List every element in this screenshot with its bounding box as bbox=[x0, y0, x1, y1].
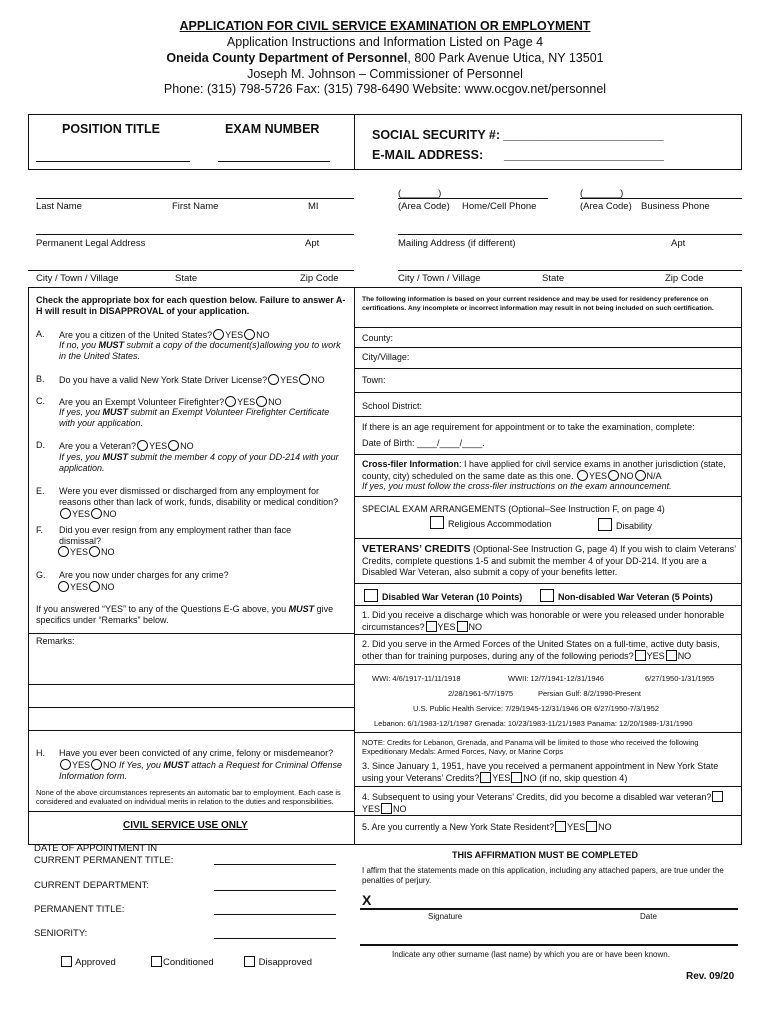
age-requirement: If there is an age requirement for appointment or to take the examination, complete: bbox=[362, 422, 695, 432]
mailing-address-line[interactable] bbox=[398, 234, 742, 235]
apt-1-label: Apt bbox=[305, 238, 320, 249]
top-box-divider bbox=[354, 114, 355, 170]
special-arrangements: SPECIAL EXAM ARRANGEMENTS (Optional–See Instruction F, on page 4) bbox=[362, 504, 665, 514]
period-vietnam: 2/28/1961-5/7/1975 bbox=[448, 689, 514, 698]
business-phone-line[interactable] bbox=[580, 198, 742, 199]
apt-2-label: Apt bbox=[671, 238, 686, 249]
q-e-no-radio[interactable] bbox=[91, 508, 102, 519]
current-department-field[interactable] bbox=[214, 890, 336, 891]
date-label: Date bbox=[640, 912, 657, 921]
signature-label: Signature bbox=[428, 912, 463, 921]
period-wwii: WWII: 12/7/1941-12/31/1946 bbox=[508, 674, 604, 683]
email-field[interactable]: E-MAIL ADDRESS: _______________________ bbox=[372, 148, 664, 162]
q-c-yes-radio[interactable] bbox=[225, 396, 236, 407]
ssn-field[interactable]: SOCIAL SECURITY #: _______________________ bbox=[372, 128, 664, 142]
q-c-no-radio[interactable] bbox=[256, 396, 267, 407]
position-title-field[interactable] bbox=[36, 161, 190, 162]
q-b-yes-radio[interactable] bbox=[268, 374, 279, 385]
contact-line: Phone: (315) 798-5726 Fax: (315) 798-6490 Website: www.ocgov.net/personnel bbox=[163, 82, 607, 96]
q-a: Are you a citizen of the United States? YES NO bbox=[59, 330, 270, 340]
dob-rule bbox=[354, 454, 742, 455]
q-h-no-radio[interactable] bbox=[91, 759, 102, 770]
q-b-no-radio[interactable] bbox=[299, 374, 310, 385]
disapproved-checkbox[interactable] bbox=[244, 956, 255, 967]
area-code-1-label: (Area Code) bbox=[398, 201, 450, 212]
county-rule[interactable] bbox=[354, 347, 742, 348]
period-phs: U.S. Public Health Service: 7/29/1945-12/31/1946 OR 6/27/1950-7/3/1952 bbox=[413, 704, 659, 713]
veterans-q4: 4. Subsequent to using your Veterans’ Credits, did you become a disabled war veteran?YES NO bbox=[362, 791, 738, 815]
appointment-date-field[interactable] bbox=[214, 864, 336, 865]
period-wwi: WWI: 4/6/1917-11/11/1918 bbox=[372, 674, 461, 683]
q-a-letter: A. bbox=[36, 329, 45, 339]
veterans-note: NOTE: Credits for Lebanon, Grenada, and Panama will be limited to those who received the following Expeditionary Medals: Armed Forces, Navy, or Marine Corps bbox=[362, 738, 699, 756]
q-c: Are you an Exempt Volunteer Firefighter? YES NO bbox=[59, 397, 282, 407]
town-label: Town: bbox=[362, 375, 386, 385]
questions-intro: Check the appropriate box for each question below. Failure to answer A-H will result in DISAPPROVAL of your application. bbox=[36, 295, 346, 316]
affirm-title: THIS AFFIRMATION MUST BE COMPLETED bbox=[452, 850, 638, 860]
home-phone-line[interactable] bbox=[398, 198, 548, 199]
vq3-no-box[interactable] bbox=[511, 772, 522, 783]
permanent-title-field[interactable] bbox=[214, 914, 336, 915]
special-rule bbox=[354, 538, 742, 539]
seniority-label: SENIORITY: bbox=[34, 928, 88, 939]
approved-checkbox[interactable] bbox=[61, 956, 72, 967]
q-h-letter: H. bbox=[36, 748, 45, 758]
city-village-label: City/Village: bbox=[362, 352, 410, 362]
exam-number-field[interactable] bbox=[218, 161, 330, 162]
city-line-2[interactable] bbox=[398, 270, 742, 271]
veterans-q1: 1. Did you receive a discharge which was honorable or were you released under honorable circumstances? YES NO bbox=[362, 610, 725, 632]
name-line[interactable] bbox=[36, 198, 354, 199]
signature-x: X bbox=[362, 892, 372, 908]
last-name-label: Last Name bbox=[36, 201, 82, 212]
crossfiler-no-radio[interactable] bbox=[608, 470, 619, 481]
h-footnote: None of the above circumstances represents an automatic bar to employment. Each case is considered and evaluated on individual merits in relation to the duties and responsibilities. bbox=[36, 788, 341, 806]
q-b-letter: B. bbox=[36, 374, 45, 384]
veterans-intro: VETERANS’ CREDITS (Optional-See Instruction G, page 4) If you wish to claim Veterans’ Credits, complete questions 1-5 and submit the member 4 of your DD-214. If you are a Disabled War Veteran, also submit a copy of your benefits letter. bbox=[362, 543, 736, 577]
crossfiler: Cross-filer Information: I have applied for civil service exams in another jurisdiction (state, county, city) scheduled on the same date as this one. YES NO N/A bbox=[362, 459, 726, 481]
vq3-yes-box[interactable] bbox=[480, 772, 491, 783]
home-phone-label: Home/Cell Phone bbox=[462, 201, 537, 212]
affirm-top-rule bbox=[354, 844, 742, 845]
town-rule[interactable] bbox=[354, 392, 742, 393]
remarks-line-3[interactable] bbox=[28, 730, 354, 731]
conditioned-option: Conditioned bbox=[150, 956, 214, 968]
remarks-top-rule bbox=[28, 633, 354, 634]
veterans-q5: 5. Are you currently a New York State Resident? YES NO bbox=[362, 822, 612, 832]
remarks-line-2[interactable] bbox=[28, 707, 354, 708]
crossfiler-na-radio[interactable] bbox=[635, 470, 646, 481]
q-a-yes-radio[interactable] bbox=[213, 329, 224, 340]
q-h-yes-radio[interactable] bbox=[60, 759, 71, 770]
city-village-rule[interactable] bbox=[354, 368, 742, 369]
commissioner-line: Joseph M. Johnson – Commissioner of Personnel bbox=[247, 67, 523, 81]
position-title-label: POSITION TITLE bbox=[62, 122, 160, 136]
vq1-yes-box[interactable] bbox=[426, 621, 437, 632]
q-d: Are you a Veteran? YES NO bbox=[59, 441, 194, 451]
date-of-birth-field[interactable]: Date of Birth: ____/____/____. bbox=[362, 438, 485, 448]
crossfiler-rule bbox=[354, 496, 742, 497]
veterans-rule-5 bbox=[354, 732, 742, 733]
veterans-rule-2 bbox=[354, 605, 742, 606]
mailing-address-label: Mailing Address (if different) bbox=[398, 238, 516, 249]
residence-rule-0 bbox=[354, 327, 742, 328]
disabled-veteran-checkbox[interactable] bbox=[364, 589, 378, 602]
q-d-no-radio[interactable] bbox=[168, 440, 179, 451]
vq2-no-box[interactable] bbox=[666, 650, 677, 661]
state-1-label: State bbox=[175, 273, 198, 284]
disability-checkbox[interactable] bbox=[598, 518, 612, 531]
county-label: County: bbox=[362, 333, 394, 343]
city-2-label: City / Town / Village bbox=[398, 273, 481, 284]
conditioned-checkbox[interactable] bbox=[151, 956, 162, 967]
nondisabled-veteran-checkbox[interactable] bbox=[540, 589, 554, 602]
q-e-letter: E. bbox=[36, 486, 45, 496]
veterans-q3: 3. Since January 1, 1951, have you received a permanent appointment in New York State using your Veterans’ Credits? YES NO (if no, skip question 4) bbox=[362, 761, 719, 783]
approved-option: Approved bbox=[60, 956, 116, 968]
veterans-rule-1 bbox=[354, 583, 742, 584]
q-c-note: If yes, you MUST submit an Exempt Volunteer Firefighter Certificate with your application. bbox=[59, 407, 330, 428]
vq5-yes-box[interactable] bbox=[555, 821, 566, 832]
city-line-1[interactable] bbox=[28, 270, 354, 271]
permanent-address-label: Permanent Legal Address bbox=[36, 238, 146, 249]
period-lebanon-grenada-panama: Lebanon: 6/1/1983-12/1/1987 Grenada: 10/23/1983-11/21/1983 Panama: 12/20/1989-1/31/1990 bbox=[374, 719, 693, 728]
area-code-2-label: (Area Code) bbox=[580, 201, 632, 212]
surname-label: Indicate any other surname (last name) by which you are or have been known. bbox=[392, 950, 670, 959]
q-f-letter: F. bbox=[36, 525, 44, 535]
q-g: Are you now under charges for any crime? bbox=[59, 570, 229, 580]
department-line: Oneida County Department of Personnel, 800 Park Avenue Utica, NY 13501 bbox=[166, 51, 604, 65]
q-f-no-radio[interactable] bbox=[89, 546, 100, 557]
first-name-label: First Name bbox=[172, 201, 219, 212]
crossfiler-note: If yes, you must follow the cross-filer instructions on the exam announcement. bbox=[362, 481, 672, 491]
veterans-q2: 2. Did you serve in the Armed Forces of the United States on a full-time, active duty basis, other than for training purposes, during any of the following periods? YES NO bbox=[362, 639, 720, 661]
permanent-title-label: PERMANENT TITLE: bbox=[34, 904, 125, 915]
affirm-text: I affirm that the statements made on this application, including any attached papers, are true under the penalties of perjury. bbox=[362, 866, 724, 885]
remarks-line-1[interactable] bbox=[28, 684, 354, 685]
signature-line[interactable] bbox=[360, 908, 738, 910]
period-korea: 6/27/1950-1/31/1955 bbox=[645, 674, 715, 683]
crossfiler-yes-radio[interactable] bbox=[577, 470, 588, 481]
q-h: Have you ever been convicted of any crime, felony or misdemeanor?YES NO If Yes, you MUST attach a Request for Criminal Offense Information form. bbox=[59, 748, 342, 781]
q-e-yes-radio[interactable] bbox=[60, 508, 71, 519]
q-c-letter: C. bbox=[36, 396, 45, 406]
vq2-yes-box[interactable] bbox=[635, 650, 646, 661]
frame-divider bbox=[354, 287, 355, 845]
civil-top-rule bbox=[28, 811, 354, 812]
q-a-note: If no, you MUST submit a copy of the document(s)allowing you to work in the United States. bbox=[59, 340, 341, 361]
q-d-note: If yes, you MUST submit the member 4 copy of your DD-214 with your application. bbox=[59, 452, 339, 473]
q-g-answers: YES NO bbox=[57, 581, 115, 593]
veterans-rule-3 bbox=[354, 634, 742, 635]
revision: Rev. 09/20 bbox=[686, 971, 735, 982]
eg-note: If you answered “YES” to any of the Questions E-G above, you MUST give specifics under “Remarks” below. bbox=[36, 604, 334, 625]
disabled-veteran-option: Disabled War Veteran (10 Points) bbox=[364, 589, 522, 603]
vq5-no-box[interactable] bbox=[586, 821, 597, 832]
disability-option: Disability bbox=[598, 518, 652, 532]
veterans-rule-7 bbox=[354, 815, 742, 816]
q-d-yes-radio[interactable] bbox=[137, 440, 148, 451]
instructions-line: Application Instructions and Information Listed on Page 4 bbox=[226, 35, 544, 49]
surname-line[interactable] bbox=[360, 944, 738, 946]
vq4-yes-box[interactable] bbox=[712, 791, 723, 802]
q-f-yes-radio[interactable] bbox=[58, 546, 69, 557]
mi-label: MI bbox=[308, 201, 319, 212]
civil-title: CIVIL SERVICE USE ONLY bbox=[123, 820, 248, 831]
vq4-no-box[interactable] bbox=[381, 803, 392, 814]
residence-note: The following information is based on your current residence and may be used for residency preference on certifications. Any incomplete or incorrect information may result in not being included on such certification. bbox=[362, 296, 714, 312]
veterans-rule-6 bbox=[354, 786, 742, 787]
remarks-label: Remarks: bbox=[36, 636, 75, 646]
current-department-label: CURRENT DEPARTMENT: bbox=[34, 880, 150, 891]
school-rule[interactable] bbox=[354, 416, 742, 417]
q-g-yes-radio[interactable] bbox=[58, 581, 69, 592]
q-b: Do you have a valid New York State Driver License? YES NO bbox=[59, 375, 325, 385]
business-phone-label: Business Phone bbox=[641, 201, 710, 212]
q-a-no-radio[interactable] bbox=[244, 329, 255, 340]
q-f-answers: YES NO bbox=[57, 546, 115, 558]
area-code-2[interactable]: (_______) bbox=[580, 188, 624, 199]
exam-number-label: EXAM NUMBER bbox=[225, 122, 320, 136]
q-f: Did you ever resign from any employment rather than face dismissal? bbox=[59, 525, 292, 546]
seniority-field[interactable] bbox=[214, 938, 336, 939]
q-d-letter: D. bbox=[36, 440, 45, 450]
zip-1-label: Zip Code bbox=[300, 273, 339, 284]
q-e: Were you ever dismissed or discharged from any employment for reasons other than lack of work, funds, disability or medical condition?YES NO bbox=[59, 486, 339, 519]
area-code-1[interactable]: (_______) bbox=[398, 188, 442, 199]
appointment-date-label: DATE OF APPOINTMENT IN CURRENT PERMANENT TITLE: bbox=[34, 843, 174, 866]
nondisabled-veteran-option: Non-disabled War Veteran (5 Points) bbox=[540, 589, 713, 603]
school-district-label: School District: bbox=[362, 401, 423, 411]
zip-2-label: Zip Code bbox=[665, 273, 704, 284]
vq1-no-box[interactable] bbox=[457, 621, 468, 632]
religious-accommodation: Religious Accommodation bbox=[430, 516, 552, 530]
state-2-label: State bbox=[542, 273, 565, 284]
period-persian-gulf: Persian Gulf: 8/2/1990-Present bbox=[538, 689, 641, 698]
disapproved-option: Disapproved bbox=[243, 956, 312, 968]
form-title: APPLICATION FOR CIVIL SERVICE EXAMINATION OR EMPLOYMENT bbox=[179, 19, 591, 33]
q-g-letter: G. bbox=[36, 570, 46, 580]
city-1-label: City / Town / Village bbox=[36, 273, 119, 284]
religious-checkbox[interactable] bbox=[430, 516, 444, 529]
q-g-no-radio[interactable] bbox=[89, 581, 100, 592]
veterans-rule-4 bbox=[354, 664, 742, 665]
permanent-address-line[interactable] bbox=[36, 234, 354, 235]
